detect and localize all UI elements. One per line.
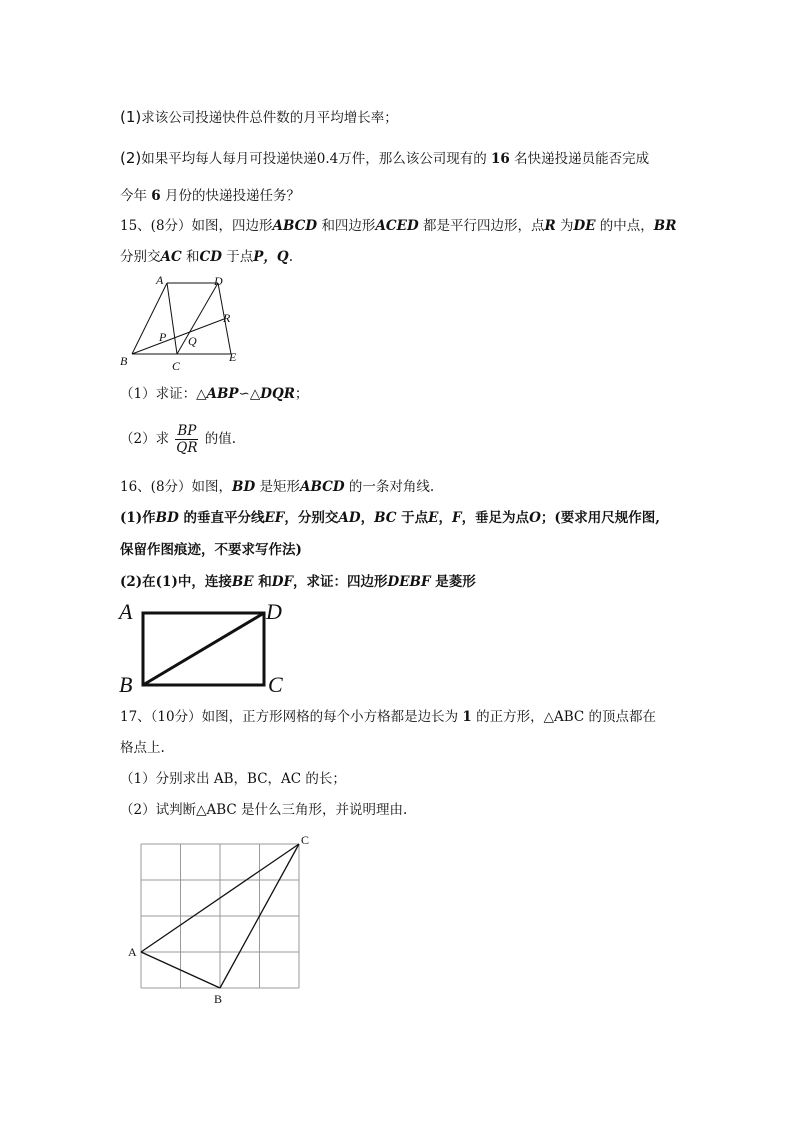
q16-part1-line2: 保留作图痕迹，不要求写作法) bbox=[120, 542, 302, 558]
q15-t2: 和四边形 bbox=[321, 218, 376, 234]
q15-t1: ABCD bbox=[272, 218, 318, 234]
q16-p1a: (1)作 bbox=[120, 510, 156, 526]
q14-part2-value: 0.4 bbox=[316, 151, 339, 167]
q15-label-D: D bbox=[214, 274, 223, 288]
q14-part2-line2 bbox=[120, 187, 300, 205]
q15-sub1-b: ABP bbox=[206, 386, 239, 402]
q15-head: 15、(8分）如图，四边形 bbox=[120, 218, 273, 234]
q15-sub1-a: 求证：△ bbox=[155, 386, 207, 402]
q15-l2e: 于点 bbox=[226, 249, 254, 265]
q14-part1 bbox=[120, 108, 398, 127]
q16-t4: 的一条对角线. bbox=[348, 479, 435, 495]
q16-p1d: EF bbox=[264, 510, 285, 526]
q15-sub1-c: ∽△ bbox=[238, 386, 261, 402]
q16-p1j: E bbox=[428, 510, 439, 526]
q17-grid bbox=[141, 844, 299, 988]
q15-t6: 为 bbox=[559, 218, 574, 234]
q16-p2b: BE bbox=[231, 574, 254, 590]
q16-p1g: ， bbox=[360, 510, 375, 526]
q16-p1o: ；(要求用尺规作图, bbox=[540, 510, 660, 526]
q16-p1b: BD bbox=[155, 510, 179, 526]
q17-sub1: （1）分别求出 AB，BC，AC 的长； bbox=[120, 771, 346, 787]
q16-p1k: ， bbox=[438, 510, 452, 526]
q17-unit: 1 bbox=[462, 709, 472, 725]
q15-fraction-denominator: QR bbox=[176, 440, 198, 456]
q15-l2g: . bbox=[288, 249, 293, 265]
q15-t7: DE bbox=[573, 218, 596, 234]
q15-label-C: C bbox=[172, 359, 181, 373]
q15-fraction bbox=[175, 423, 198, 456]
q16-figure bbox=[115, 598, 295, 698]
q14-part2-text-a: 如果平均每人每月可投递快递 bbox=[141, 151, 317, 167]
q14-part2 bbox=[120, 149, 649, 168]
q14-part1-number: (1) bbox=[120, 108, 142, 126]
q16-p1e: ，分别交 bbox=[284, 510, 339, 526]
q15-l2b: AC bbox=[160, 249, 182, 265]
q16-head: 16、(8分）如图， bbox=[120, 479, 233, 495]
q15-stem-line2 bbox=[120, 248, 293, 266]
q15-sub2-a: 求 bbox=[155, 431, 170, 447]
q16-p1m: ，垂足为点 bbox=[461, 510, 530, 526]
q15-l2d: CD bbox=[199, 249, 222, 265]
q17-head: 17、（10分）如图，正方形网格的每个小方格都是边长为 bbox=[120, 709, 459, 725]
q15-sub1-number: （1） bbox=[120, 386, 156, 402]
q16-part1 bbox=[120, 509, 660, 527]
q16-diagonal-BD bbox=[143, 613, 264, 685]
q15-l2a: 分别交 bbox=[120, 249, 161, 265]
q16-p2f: DEBF bbox=[387, 574, 431, 590]
q17-label-B: B bbox=[214, 992, 223, 1006]
q17-stem bbox=[120, 708, 656, 726]
q15-edge-AC bbox=[167, 283, 177, 354]
q14-part2-count: 16 bbox=[491, 151, 510, 167]
q14-part2-text-b: 万件，那么该公司现有的 bbox=[338, 151, 487, 167]
q16-p1h: BC bbox=[374, 510, 397, 526]
q16-part2 bbox=[120, 573, 476, 591]
q15-label-B: B bbox=[120, 354, 128, 368]
q15-fraction-numerator: BP bbox=[177, 423, 197, 439]
q17-t1: 的正方形，△ABC 的顶点都在 bbox=[476, 709, 657, 725]
q14-part2-text-c: 名快递投递员能否完成 bbox=[514, 151, 650, 167]
q16-label-A: A bbox=[119, 599, 133, 624]
q16-p1i: 于点 bbox=[401, 510, 429, 526]
q15-sub2-number: （2） bbox=[120, 431, 156, 447]
q16-p1n: O bbox=[529, 510, 541, 526]
q17-stem-line2: 格点上. bbox=[120, 740, 165, 756]
q15-figure bbox=[112, 270, 252, 375]
q16-p2d: DF bbox=[271, 574, 294, 590]
q15-l2c: 和 bbox=[186, 249, 200, 265]
q16-p2g: 是菱形 bbox=[435, 574, 476, 590]
q15-edge-CD bbox=[177, 283, 218, 354]
q15-sub1-e: ； bbox=[294, 386, 309, 402]
q15-label-P: P bbox=[159, 330, 167, 344]
q15-sub2 bbox=[120, 421, 236, 457]
q16-t3: ABCD bbox=[299, 479, 345, 495]
q16-p1l: F bbox=[451, 510, 462, 526]
q15-t9: BR bbox=[653, 218, 677, 234]
q16-label-B: B bbox=[119, 672, 133, 697]
q17-figure bbox=[120, 828, 320, 1018]
q14-part1-text: 求该公司投递快件总件数的月平均增长率； bbox=[141, 110, 398, 126]
q15-l2f: P，Q bbox=[253, 249, 289, 265]
q15-t4: 都是平行四边形，点 bbox=[422, 218, 545, 234]
q15-label-E: E bbox=[229, 350, 237, 364]
q15-t3: ACED bbox=[375, 218, 419, 234]
q14-part2-line2-a: 今年 bbox=[120, 188, 147, 204]
q16-label-D: D bbox=[266, 599, 282, 624]
q16-p1c: 的垂直平分线 bbox=[183, 510, 265, 526]
q15-label-R: R bbox=[223, 311, 231, 325]
q17-label-A: A bbox=[128, 945, 137, 959]
q16-p2c: 和 bbox=[258, 574, 272, 590]
q17-sub2: （2）试判断△ABC 是什么三角形，并说明理由. bbox=[120, 802, 408, 818]
q14-part2-line2-b: 月份的快递投递任务？ bbox=[165, 188, 300, 204]
q16-p2e: ，求证：四边形 bbox=[293, 574, 388, 590]
q15-sub2-b: 的值. bbox=[204, 431, 236, 447]
q15-stem bbox=[120, 217, 676, 235]
q16-stem bbox=[120, 478, 434, 496]
q16-p2a: (2)在(1)中，连接 bbox=[120, 574, 232, 590]
q16-label-C: C bbox=[268, 672, 283, 697]
q15-t8: 的中点， bbox=[599, 218, 654, 234]
q15-edge-BR bbox=[132, 319, 224, 354]
q15-t5: R bbox=[544, 218, 556, 234]
q14-part2-number: (2) bbox=[120, 149, 142, 167]
q14-part2-month: 6 bbox=[151, 188, 161, 204]
q16-p1f: AD bbox=[338, 510, 361, 526]
q15-label-A: A bbox=[156, 273, 164, 287]
q16-t2: 是矩形 bbox=[259, 479, 300, 495]
q16-t1: BD bbox=[232, 479, 256, 495]
q15-label-Q: Q bbox=[188, 334, 197, 348]
q17-label-C: C bbox=[301, 833, 310, 847]
q15-sub1-d: DQR bbox=[260, 386, 295, 402]
q15-sub1 bbox=[120, 385, 308, 403]
